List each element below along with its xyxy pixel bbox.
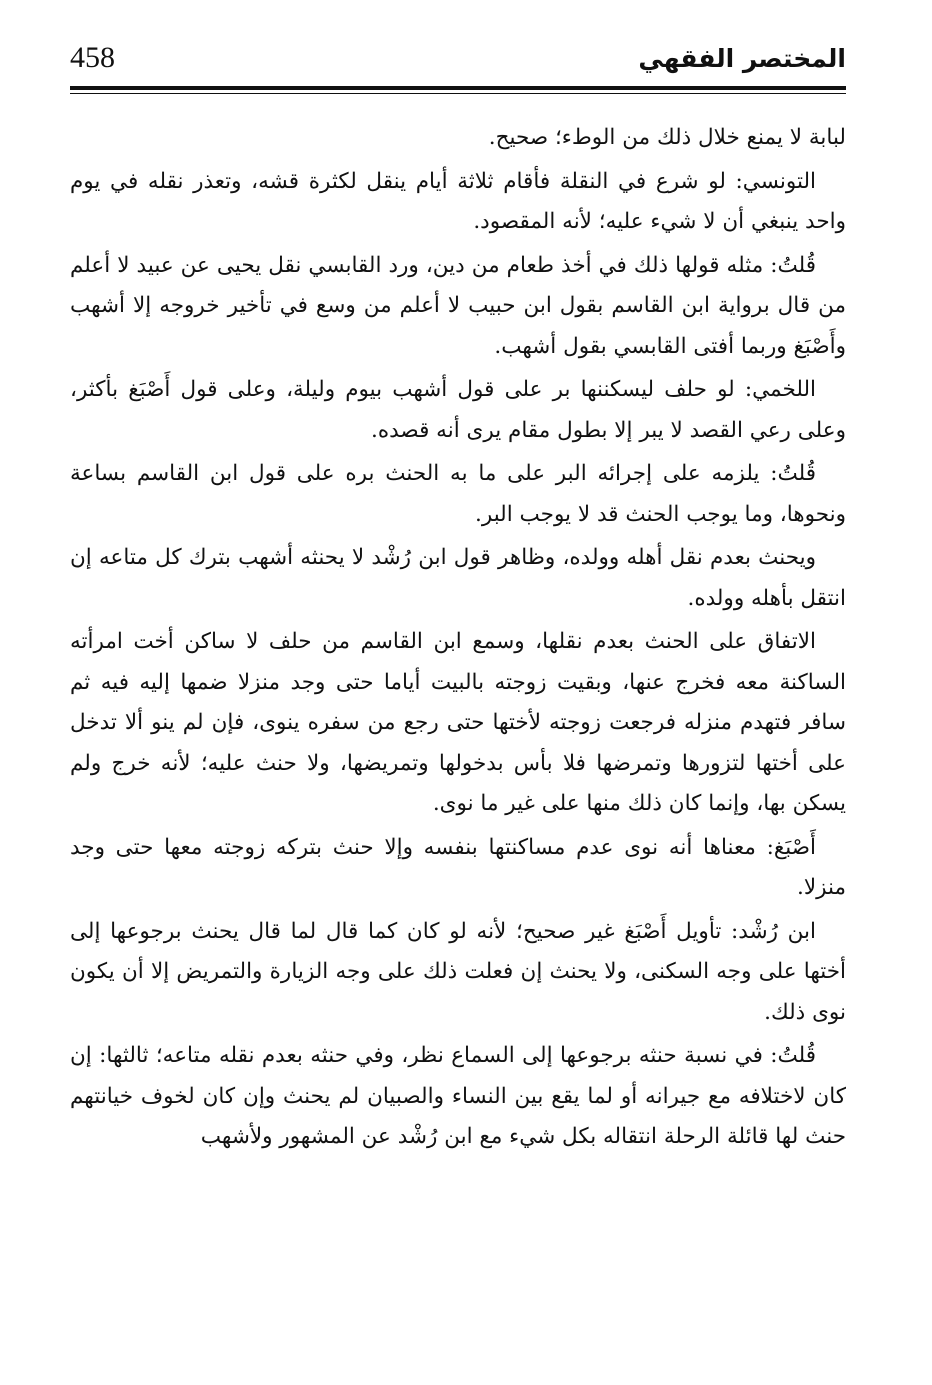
- paragraph: ابن رُشْد: تأويل أَصْبَغ غير صحيح؛ لأنه لو كان كما قال لما قال يحنث برجوعها إلى أختها على وجه السكنى، ولا يحنث إن فعلت ذلك على وجه الزيارة والتمريض إلا أن يكون نوى ذلك.: [70, 918, 846, 1025]
- paragraph: قُلتُ: يلزمه على إجرائه البر على ما به الحنث بره على قول ابن القاسم بساعة ونحوها، وما يوجب الحنث قد لا يوجب البر.: [70, 461, 846, 527]
- paragraph: ويحنث بعدم نقل أهله وولده، وظاهر قول ابن رُشْد لا يحنثه أشهب بترك كل متاعه إن انتقل بأهله وولده.: [70, 545, 846, 611]
- page-number: 458: [70, 41, 115, 74]
- paragraph: لبابة لا يمنع خلال ذلك من الوطء؛ صحيح.: [488, 125, 846, 150]
- body-text: [70, 118, 846, 1348]
- paragraph: الاتفاق على الحنث بعدم نقلها، وسمع ابن القاسم من حلف لا ساكن أخت امرأته الساكنة معه فخرج عنها، وبقيت زوجته بالبيت أياما حتى وجد منزلا ضمها إليه فيه ثم سافر فتهدم منزله فرجعت زوجته لأختها حتى رجع من سفره ينوى، فإن لم ينو ألا تدخل على أختها لتزورها وتمرضها فلا بأس بدخولها وتمريضها، ولا حنث عليه؛ لأنه خرج ولم يسكن بها، وإنما كان ذلك منها على غير ما نوى.: [70, 629, 846, 816]
- paragraph: قُلتُ: مثله قولها ذلك في أخذ طعام من دين، ورد القابسي نقل يحيى عن عبيد لا أعلم من قال برواية ابن القاسم بقول ابن حبيب لا أعلم من وسع في تأخير خروجه إلا أشهب وأَصْبَغ وربما أفتى القابسي بقول أشهب.: [70, 252, 846, 359]
- running-title: المختصر الفقهي: [638, 44, 846, 73]
- page-header: [70, 38, 846, 84]
- paragraph: التونسي: لو شرع في النقلة فأقام ثلاثة أيام ينقل لكثرة قشه، وتعذر نقله في يوم واحد ينبغي أن لا شيء عليه؛ لأنه المقصود.: [70, 168, 846, 234]
- header-rule-thin: [70, 93, 846, 94]
- paragraph: اللخمي: لو حلف ليسكننها بر على قول أشهب بيوم وليلة، وعلى قول أَصْبَغ بأكثر، وعلى رعي القصد لا يبر إلا بطول مقام يرى أنه قصده.: [70, 377, 846, 443]
- paragraph: أَصْبَغ: معناها أنه نوى عدم مساكنتها بنفسه وإلا حنث بتركه زوجته معها حتى وجد منزلا.: [70, 834, 846, 900]
- header-rule-thick: [70, 86, 846, 90]
- paragraph: قُلتُ: في نسبة حنثه برجوعها إلى السماع نظر، وفي حنثه بعدم نقله متاعه؛ ثالثها: إن كان لاختلافه مع جيرانه أو لما يقع بين النساء والصبيان لم يحنث وإن كان لخوف خيانتهم حنث لها قائلة الرحلة انتقاله بكل شيء مع ابن رُشْد عن المشهور ولأشهب: [70, 1043, 846, 1149]
